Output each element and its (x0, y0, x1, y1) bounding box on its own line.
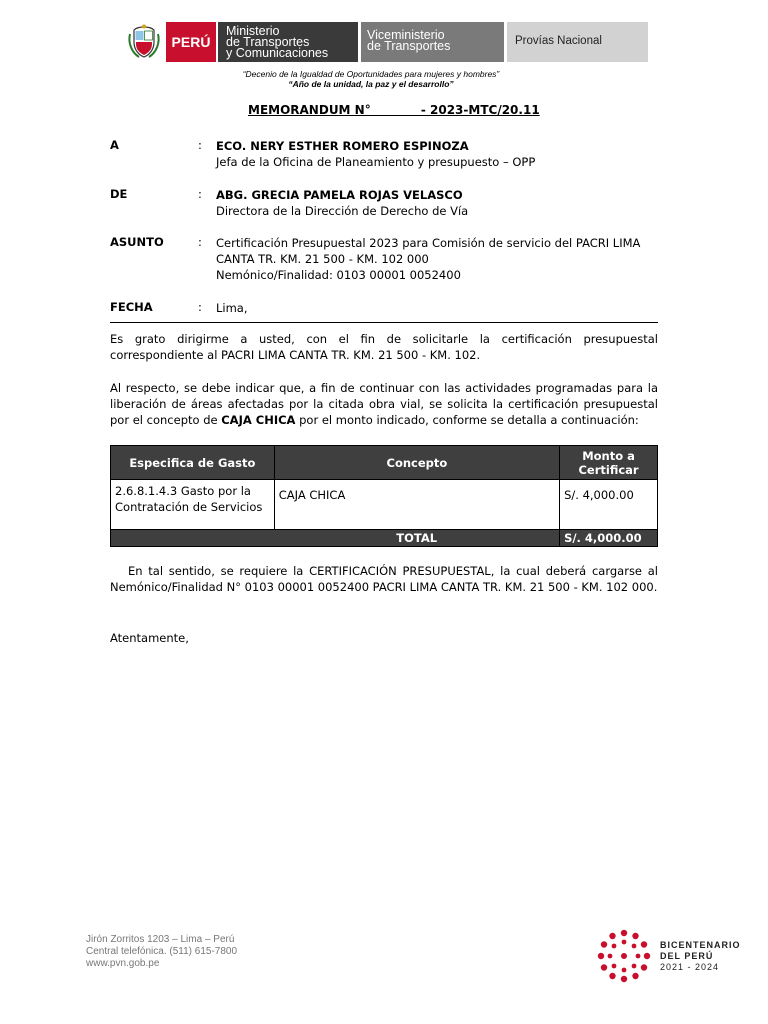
coat-of-arms-icon (122, 22, 166, 62)
to-role: Jefa de la Oficina de Planeamiento y presupuesto – OPP (216, 155, 536, 169)
subject-block (216, 235, 640, 283)
footer-address (86, 934, 237, 970)
table-row (111, 480, 658, 530)
from-name: ABG. GRECIA PAMELA ROJAS VELASCO (216, 188, 463, 202)
subject-line: CANTA TR. KM. 21 500 - KM. 102 000 (216, 252, 429, 266)
total-label: TOTAL (274, 530, 559, 547)
table-total-row (111, 530, 658, 547)
date-label: FECHA (110, 300, 153, 314)
web-line: www.pvn.gob.pe (86, 958, 160, 969)
column-header: Especifica de Gasto (111, 446, 275, 480)
subject-line: Certificación Presupuestal 2023 para Comisión de servicio del PACRI LIMA (216, 236, 641, 250)
to-label: A (110, 138, 119, 152)
subject-label: ASUNTO (110, 235, 164, 249)
bicentenario-emblem-icon (596, 928, 652, 984)
from-colon: : (198, 187, 202, 201)
date-value: Lima, (216, 301, 248, 315)
subject-colon: : (198, 235, 202, 249)
total-value: S/. 4,000.00 (560, 530, 658, 547)
to-colon: : (198, 138, 202, 152)
header-banner (122, 22, 648, 62)
subject-line: Nemónico/Finalidad: 0103 00001 0052400 (216, 268, 461, 282)
from-label: DE (110, 187, 128, 201)
table-cell: S/. 4,000.00 (560, 480, 658, 530)
to-block (216, 138, 535, 170)
from-role: Directora de la Dirección de Derecho de Vía (216, 204, 469, 218)
table-cell: 2.6.8.1.4.3 Gasto por la Contratación de Servicios (111, 480, 275, 530)
decenio-motto: “Decenio de la Igualdad de Oportunidades para mujeres y hombres” (242, 69, 500, 79)
closing: Atentamente, (110, 631, 189, 645)
column-header: Concepto (274, 446, 559, 480)
to-name: ECO. NERY ESTHER ROMERO ESPINOZA (216, 139, 469, 153)
agency-label: Provías Nacional (504, 22, 648, 62)
address-line: Jirón Zorritos 1203 – Lima – Perú (86, 934, 235, 945)
ministry-label: Ministerio de Transportes y Comunicaciones (216, 22, 358, 62)
bicentenario-text: BICENTENARIO DEL PERÚ 2021 - 2024 (660, 939, 741, 972)
peru-label: PERÚ (166, 22, 216, 62)
table-header-row (111, 446, 658, 480)
phone-line: Central telefónica. (511) 615-7800 (86, 946, 238, 957)
bicentenario-logo (596, 928, 741, 984)
table-cell: CAJA CHICA (274, 480, 559, 530)
divider (110, 322, 658, 323)
viceministry-label: Viceministerio de Transportes (358, 22, 504, 62)
paragraph-request: En tal sentido, se requiere la CERTIFICACIÓN PRESUPUESTAL, la cual deberá cargarse al Nemónico/Finalidad N° 0103 00001 0052400 PACRI LIMA CANTA TR. KM. 21 500 - KM. 102 000. (110, 564, 658, 594)
column-header: Monto a Certificar (560, 446, 658, 480)
budget-table (110, 445, 658, 547)
year-motto: “Año de la unidad, la paz y el desarrollo” (288, 79, 454, 89)
memo-title: MEMORANDUM N° - 2023-MTC/20.11 (248, 103, 540, 117)
paragraph-detail: Al respecto, se debe indicar que, a fin de continuar con las actividades programadas para la liberación de áreas afectadas por la citada obra vial, se solicita la certificación presupuestal por el concepto de CAJA CHICA por el monto indicado, conforme se detalla a continuación: (110, 381, 658, 427)
date-colon: : (198, 300, 202, 314)
paragraph-intro: Es grato dirigirme a usted, con el fin de solicitarle la certificación presupuestal correspondiente al PACRI LIMA CANTA TR. KM. 21 500 - KM. 102. (110, 332, 658, 362)
from-block (216, 187, 468, 219)
